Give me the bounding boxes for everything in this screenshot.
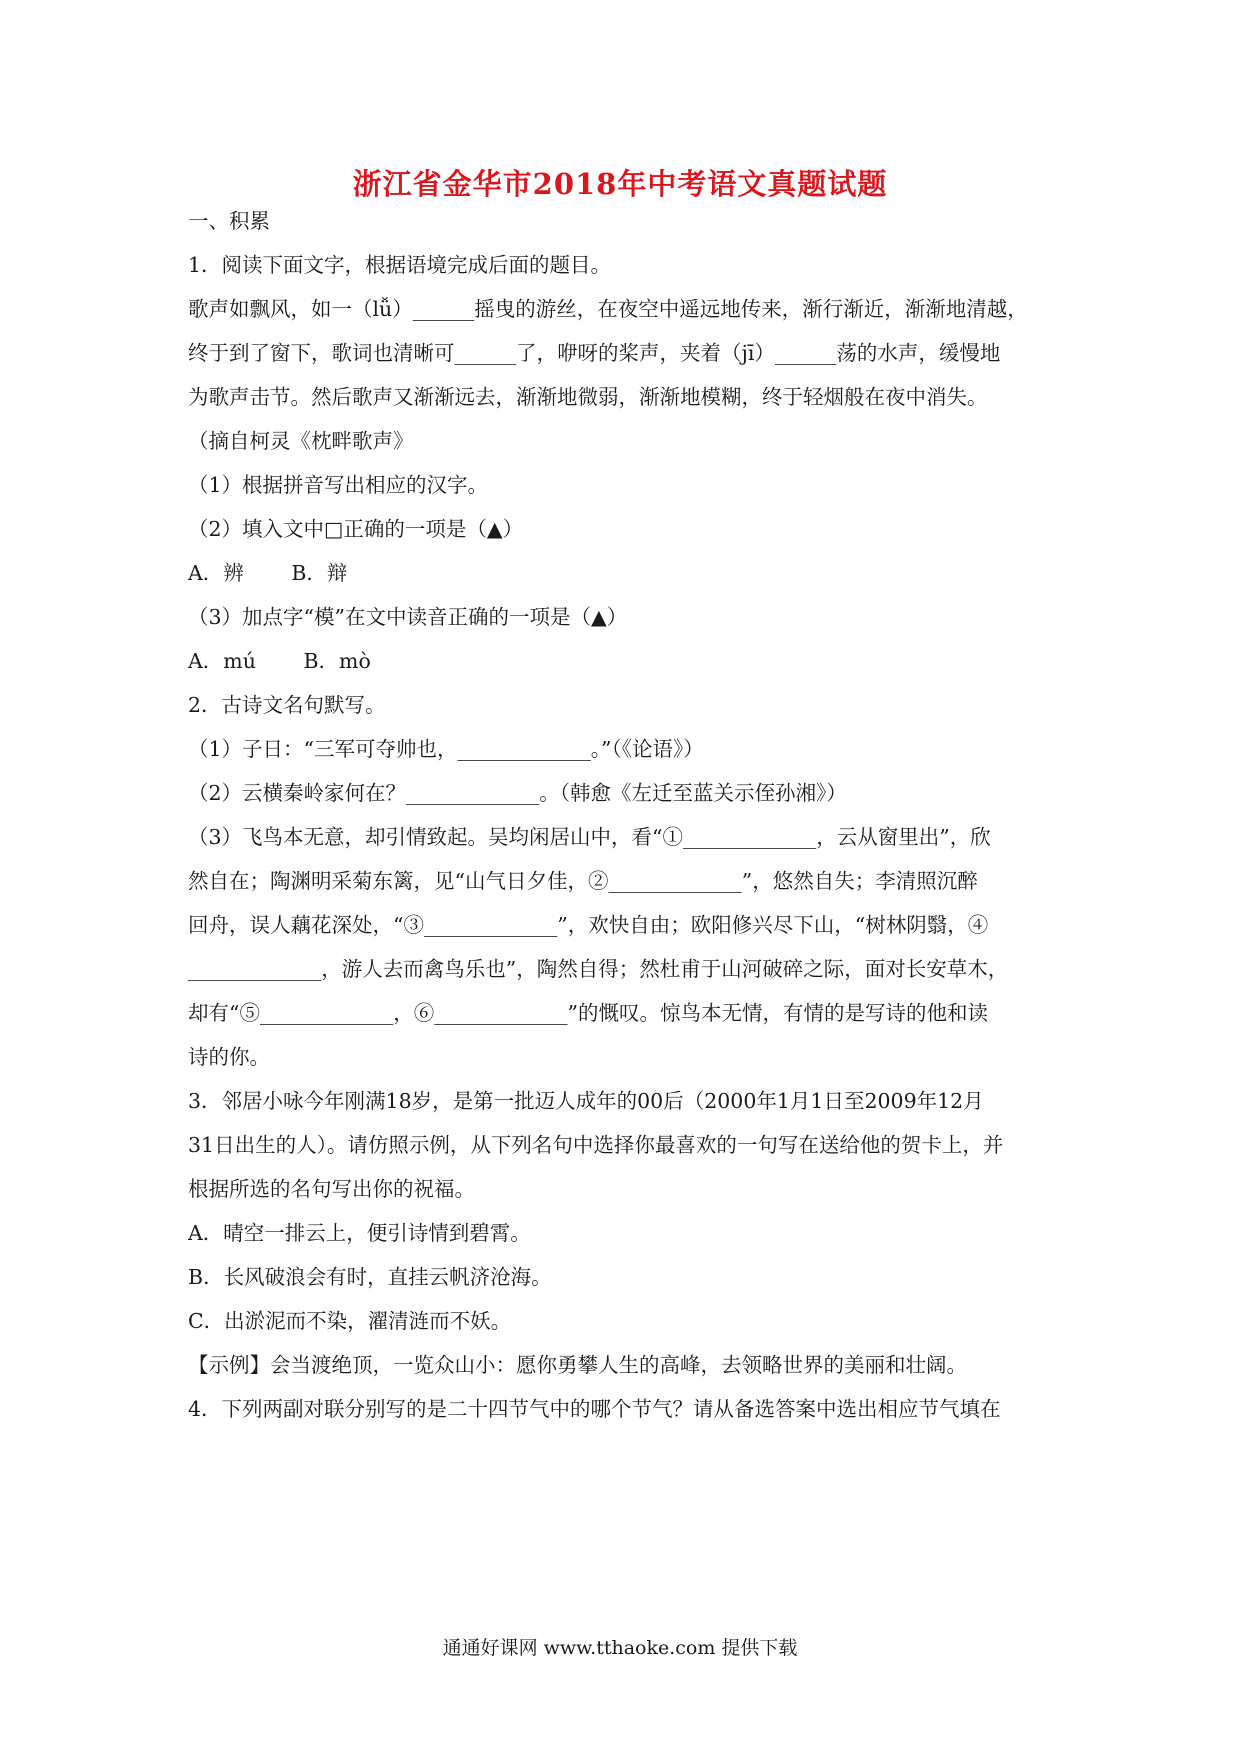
page-footer: 通通好课网 www.tthaoke.com 提供下载 xyxy=(442,1637,798,1659)
question-4-prompt: 4．下列两副对联分别写的是二十四节气中的哪个节气？请从备选答案中选出相应节气填在 xyxy=(188,1397,1001,1421)
example-line: 【示例】会当渡绝顶，一览众山小：愿你勇攀人生的高峰，去领略世界的美丽和壮阔。 xyxy=(188,1353,967,1377)
passage-source: （摘自柯灵《枕畔歌声》 xyxy=(188,429,414,453)
passage-line: 终于到了窗下，歌词也清晰可______了，咿呀的桨声，夹着（jī）______荡的水声，缓慢地 xyxy=(188,341,1001,365)
sub-question: （2）云横秦岭家何在？_____________。（韩愈《左迁至蓝关示侄孙湘》） xyxy=(188,781,847,805)
answer-options: A．mú B．mò xyxy=(188,649,371,673)
question-1-prompt: 1．阅读下面文字，根据语境完成后面的题目。 xyxy=(188,253,612,277)
paragraph-line: _____________，游人去而禽鸟乐也”，陶然自得；然杜甫于山河破碎之际，面对长安草木， xyxy=(188,957,1009,981)
paragraph-line: 31日出生的人）。请仿照示例，从下列名句中选择你最喜欢的一句写在送给他的贺卡上，并 xyxy=(188,1133,1004,1157)
paragraph-line: 根据所选的名句写出你的祝福。 xyxy=(188,1177,475,1201)
question-2-prompt: 2．古诗文名句默写。 xyxy=(188,693,386,717)
sub-question: （2）填入文中□正确的一项是（▲） xyxy=(188,517,524,541)
sub-question: （1）子日：“三军可夺帅也，_____________。”（《论语》） xyxy=(188,737,704,761)
paragraph-line: 却有“⑤_____________，⑥_____________”的慨叹。惊鸟本无情，有情的是写诗的他和读 xyxy=(188,1001,988,1025)
paragraph-line: （3）飞鸟本无意，却引情致起。吴均闲居山中，看“①_____________，云从窗里出”，欣 xyxy=(188,825,991,849)
option-a: A．晴空一排云上，便引诗情到碧霄。 xyxy=(188,1221,531,1245)
section-heading: 一、积累 xyxy=(188,209,270,233)
paragraph-line: 回舟，误人藕花深处，“③_____________”，欢快自由；欧阳修兴尽下山，“树林阴翳，④ xyxy=(188,913,989,937)
answer-options: A．辨 B．辩 xyxy=(188,561,348,585)
document-title: 浙江省金华市2018年中考语文真题试题 xyxy=(352,167,888,201)
passage-line: 歌声如飘风，如一（lǚ）______摇曳的游丝，在夜空中遥远地传来，渐行渐近，渐渐地清越， xyxy=(188,297,1028,321)
sub-question: （1）根据拼音写出相应的汉字。 xyxy=(188,473,489,497)
option-b: B．长风破浪会有时，直挂云帆济沧海。 xyxy=(188,1265,552,1289)
paragraph-line: 然自在；陶渊明采菊东篱，见“山气日夕佳，②_____________”，悠然自失；李清照沉醉 xyxy=(188,869,978,893)
question-3-prompt: 3．邻居小咏今年刚满18岁，是第一批迈人成年的00后（2000年1月1日至2009年12月 xyxy=(188,1089,984,1113)
option-c: C．出淤泥而不染，濯清涟而不妖。 xyxy=(188,1309,512,1333)
passage-line: 为歌声击节。然后歌声又渐渐远去，渐渐地微弱，渐渐地模糊，终于轻烟般在夜中消失。 xyxy=(188,385,988,409)
paragraph-line: 诗的你。 xyxy=(188,1045,270,1069)
sub-question: （3）加点字“模”在文中读音正确的一项是（▲） xyxy=(188,605,628,629)
